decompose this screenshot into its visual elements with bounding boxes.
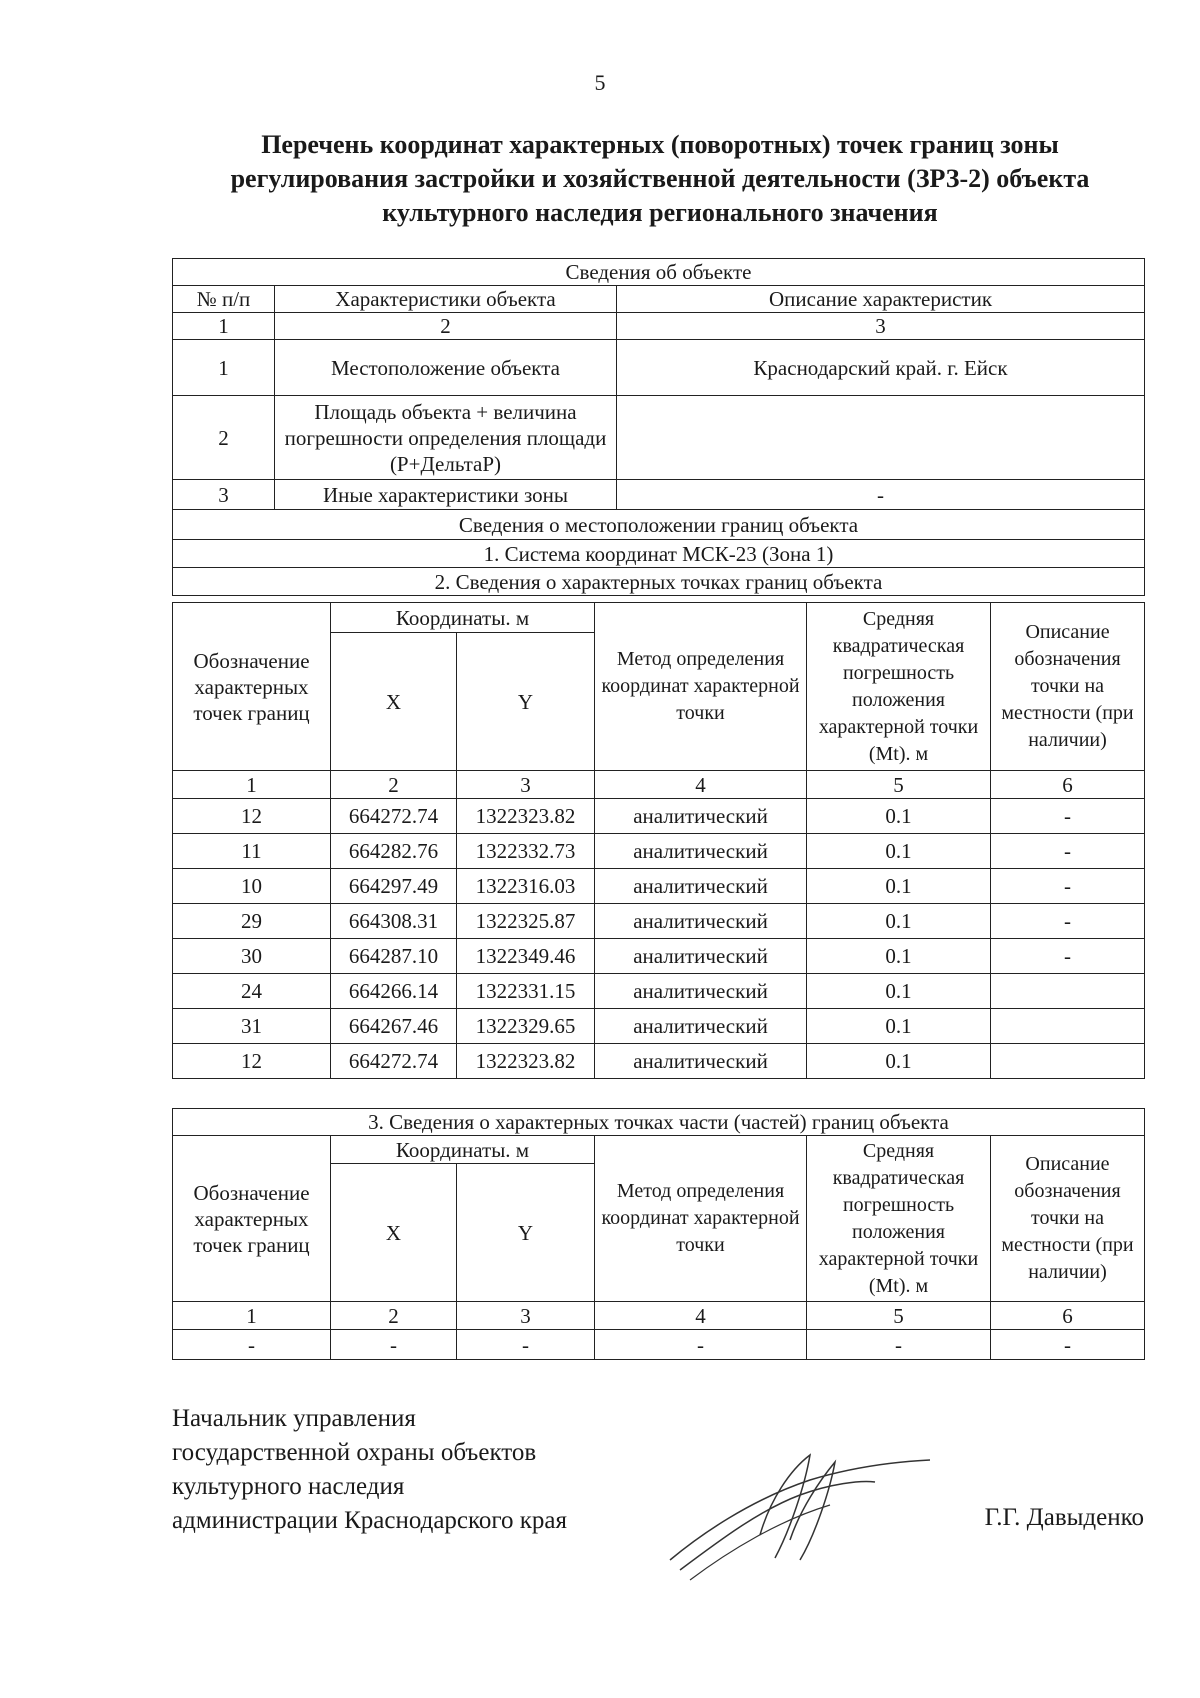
row-num: 3 <box>173 480 275 510</box>
col-index: 1 <box>173 771 331 799</box>
table-row <box>173 939 1145 974</box>
point-method: аналитический <box>595 834 807 869</box>
point-desc: - <box>991 904 1145 939</box>
point-id: 30 <box>173 939 331 974</box>
points-header: 2. Сведения о характерных точках границ объекта <box>173 568 1145 596</box>
table-row <box>173 834 1145 869</box>
row-desc: Краснодарский край. г. Ейск <box>617 340 1145 396</box>
point-desc: - <box>991 799 1145 834</box>
x-header: X <box>331 633 457 771</box>
point-desc <box>991 1044 1145 1079</box>
col-index: 6 <box>991 771 1145 799</box>
point-y: 1322332.73 <box>457 834 595 869</box>
point-y: 1322325.87 <box>457 904 595 939</box>
table-row <box>173 974 1145 1009</box>
title-line-3: культурного наследия регионального значения <box>382 198 938 227</box>
col-index: 2 <box>275 313 617 340</box>
parts-header: 3. Сведения о характерных точках части (частей) границ объекта <box>173 1109 1145 1136</box>
y-header: Y <box>457 1164 595 1302</box>
point-desc: - <box>991 834 1145 869</box>
col-index: 6 <box>991 1302 1145 1330</box>
page-number: 5 <box>594 70 606 95</box>
point-method: аналитический <box>595 1044 807 1079</box>
description-header: Описание обозначения точки на местности (при наличии) <box>991 1136 1145 1302</box>
col-index: 3 <box>457 771 595 799</box>
points-table <box>172 602 1145 1079</box>
x-header: X <box>331 1164 457 1302</box>
point-error: 0.1 <box>807 834 991 869</box>
table-row <box>173 869 1145 904</box>
col-num-header: № п/п <box>173 286 275 313</box>
point-x: 664267.46 <box>331 1009 457 1044</box>
point-y: 1322323.82 <box>457 799 595 834</box>
table-row <box>173 1044 1145 1079</box>
point-error: 0.1 <box>807 939 991 974</box>
col-index: 1 <box>173 1302 331 1330</box>
point-desc: - <box>991 939 1145 974</box>
signer-line-3: культурного наследия <box>172 1473 405 1500</box>
point-error: 0.1 <box>807 1044 991 1079</box>
col-index: 5 <box>807 771 991 799</box>
table-row <box>173 904 1145 939</box>
col-index: 5 <box>807 1302 991 1330</box>
description-header: Описание обозначения точки на местности (при наличии) <box>991 603 1145 771</box>
point-y: 1322329.65 <box>457 1009 595 1044</box>
parts-points-table <box>172 1108 1145 1360</box>
location-header: Сведения о местоположении границ объекта <box>173 510 1145 540</box>
col-desc-header: Описание характеристик <box>617 286 1145 313</box>
method-header: Метод определения координат характерной точки <box>595 603 807 771</box>
point-error: 0.1 <box>807 1009 991 1044</box>
point-method: аналитический <box>595 799 807 834</box>
table-row <box>173 1330 1145 1360</box>
table-row <box>173 480 1145 510</box>
object-info-header: Сведения об объекте <box>173 259 1145 286</box>
point-y: 1322349.46 <box>457 939 595 974</box>
col-index: 1 <box>173 313 275 340</box>
point-y: 1322323.82 <box>457 1044 595 1079</box>
coord-system: 1. Система координат МСК-23 (Зона 1) <box>173 540 1145 568</box>
point-x: 664282.76 <box>331 834 457 869</box>
title-line-1: Перечень координат характерных (поворотных) точек границ зоны <box>261 130 1059 159</box>
col-index: 2 <box>331 771 457 799</box>
point-y: - <box>457 1330 595 1360</box>
point-id: 10 <box>173 869 331 904</box>
table-row <box>173 396 1145 480</box>
point-id: 31 <box>173 1009 331 1044</box>
point-method: аналитический <box>595 974 807 1009</box>
designation-header: Обозначение характерных точек границ <box>173 603 331 771</box>
point-id: - <box>173 1330 331 1360</box>
row-char: Местоположение объекта <box>275 340 617 396</box>
point-x: 664297.49 <box>331 869 457 904</box>
col-index: 3 <box>617 313 1145 340</box>
col-index: 2 <box>331 1302 457 1330</box>
signer-line-4: администрации Краснодарского края <box>172 1507 568 1534</box>
signer-name: Г.Г. Давыденко <box>984 1504 1144 1531</box>
point-error: 0.1 <box>807 974 991 1009</box>
point-method: - <box>595 1330 807 1360</box>
point-x: 664272.74 <box>331 1044 457 1079</box>
point-x: 664287.10 <box>331 939 457 974</box>
point-method: аналитический <box>595 869 807 904</box>
point-x: 664308.31 <box>331 904 457 939</box>
method-header: Метод определения координат характерной точки <box>595 1136 807 1302</box>
col-index: 4 <box>595 1302 807 1330</box>
point-id: 24 <box>173 974 331 1009</box>
col-index: 3 <box>457 1302 595 1330</box>
signer-line-2: государственной охраны объектов <box>172 1439 537 1466</box>
point-error: - <box>807 1330 991 1360</box>
signer-position <box>172 1402 567 1538</box>
point-y: 1322316.03 <box>457 869 595 904</box>
point-error: 0.1 <box>807 799 991 834</box>
coords-header: Координаты. м <box>331 603 595 633</box>
point-method: аналитический <box>595 904 807 939</box>
coords-header: Координаты. м <box>331 1136 595 1164</box>
signer-line-1: Начальник управления <box>172 1405 416 1432</box>
title-line-2: регулирования застройки и хозяйственной деятельности (ЗРЗ-2) объекта <box>230 164 1090 193</box>
table-row <box>173 340 1145 396</box>
signature <box>660 1440 940 1590</box>
row-char: Площадь объекта + величина погрешности определения площади (Р+ДельтаР) <box>275 396 617 480</box>
table-row <box>173 799 1145 834</box>
row-char: Иные характеристики зоны <box>275 480 617 510</box>
point-method: аналитический <box>595 1009 807 1044</box>
point-x: - <box>331 1330 457 1360</box>
row-desc: - <box>617 480 1145 510</box>
point-id: 12 <box>173 1044 331 1079</box>
row-num: 1 <box>173 340 275 396</box>
point-desc: - <box>991 1330 1145 1360</box>
y-header: Y <box>457 633 595 771</box>
point-error: 0.1 <box>807 904 991 939</box>
point-desc: - <box>991 869 1145 904</box>
row-desc <box>617 396 1145 480</box>
point-id: 29 <box>173 904 331 939</box>
designation-header: Обозначение характерных точек границ <box>173 1136 331 1302</box>
row-num: 2 <box>173 396 275 480</box>
point-desc <box>991 1009 1145 1044</box>
point-id: 11 <box>173 834 331 869</box>
point-id: 12 <box>173 799 331 834</box>
error-header: Средняя квадратическая погрешность положения характерной точки (Mt). м <box>807 603 991 771</box>
object-info-table <box>172 258 1145 596</box>
point-desc <box>991 974 1145 1009</box>
error-header: Средняя квадратическая погрешность положения характерной точки (Mt). м <box>807 1136 991 1302</box>
point-x: 664272.74 <box>331 799 457 834</box>
point-y: 1322331.15 <box>457 974 595 1009</box>
col-char-header: Характеристики объекта <box>275 286 617 313</box>
point-method: аналитический <box>595 939 807 974</box>
point-x: 664266.14 <box>331 974 457 1009</box>
point-error: 0.1 <box>807 869 991 904</box>
col-index: 4 <box>595 771 807 799</box>
document-title <box>160 128 1160 230</box>
table-row <box>173 1009 1145 1044</box>
